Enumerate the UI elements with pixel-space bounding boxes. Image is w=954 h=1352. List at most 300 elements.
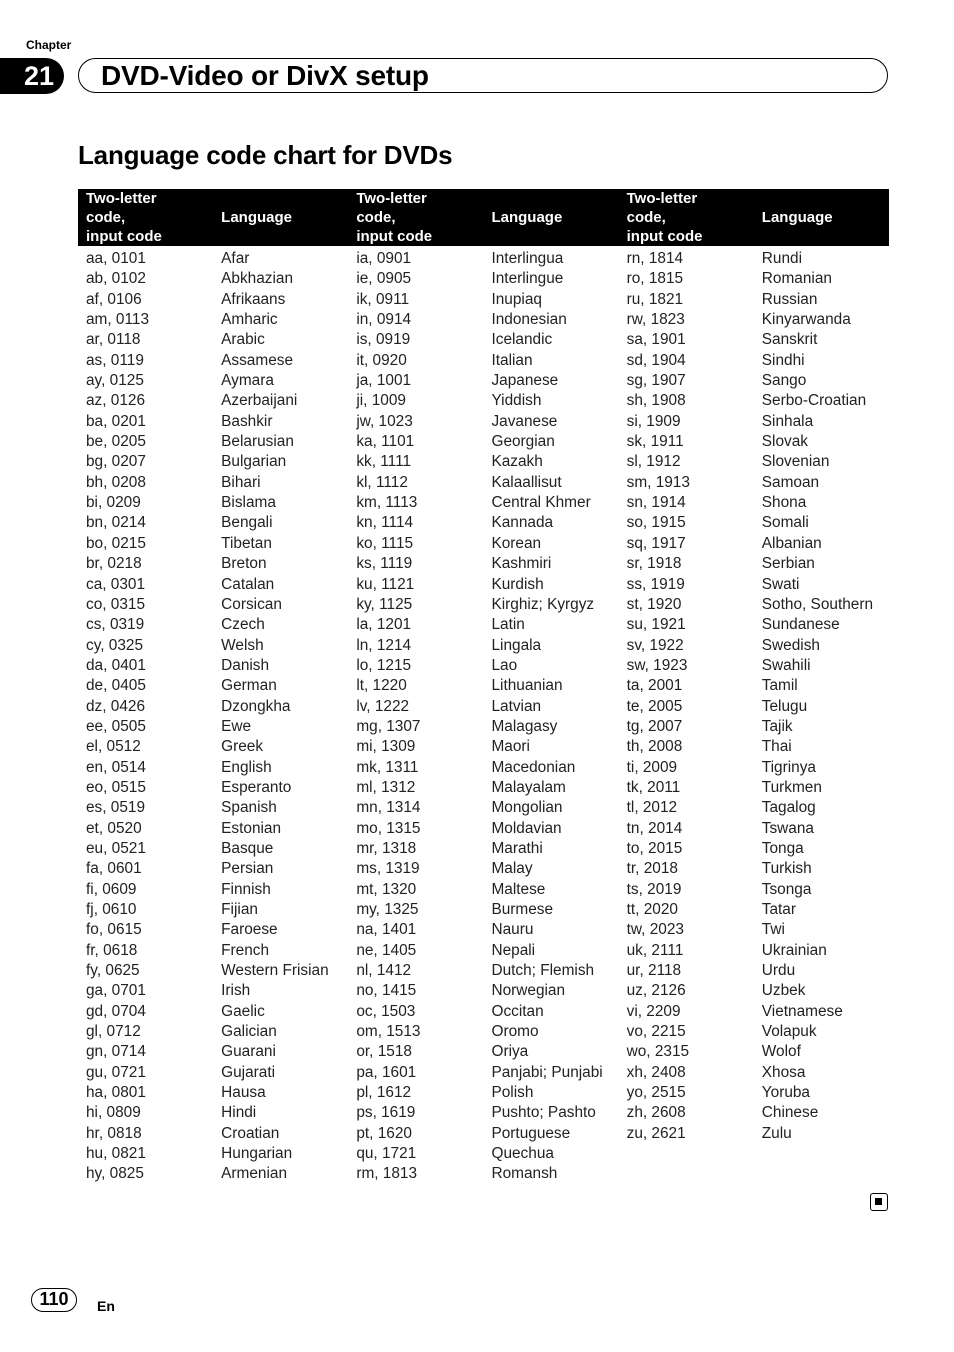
- language-cell: Sango: [761, 372, 807, 390]
- language-cell: Romanian: [761, 270, 832, 288]
- code-cell: ss, 1919: [626, 575, 685, 593]
- code-cell: vi, 2209: [626, 1002, 681, 1020]
- code-cell: om, 1513: [356, 1023, 421, 1041]
- language-cell: Tajik: [761, 717, 793, 735]
- code-cell: br, 0218: [86, 555, 142, 573]
- language-cell: Occitan: [491, 1002, 544, 1020]
- code-cell: sd, 1904: [626, 351, 686, 369]
- language-cell: Catalan: [221, 575, 275, 593]
- language-cell: Armenian: [221, 1165, 288, 1183]
- language-cell: Gaelic: [221, 1002, 265, 1020]
- language-cell: Yiddish: [491, 392, 542, 410]
- language-cell: Irish: [221, 982, 251, 1000]
- code-cell: as, 0119: [86, 351, 144, 369]
- code-cell: tw, 2023: [626, 921, 684, 939]
- table-row: [78, 493, 889, 513]
- code-cell: ts, 2019: [626, 880, 682, 898]
- code-cell: ne, 1405: [356, 941, 417, 959]
- language-cell: Russian: [761, 290, 818, 308]
- language-cell: Belarusian: [221, 433, 294, 451]
- language-cell: French: [221, 941, 270, 959]
- code-cell: ar, 0118: [86, 331, 141, 349]
- language-cell: Galician: [221, 1023, 277, 1041]
- table-row: [78, 246, 889, 269]
- language-cell: Burmese: [491, 901, 554, 918]
- table-row: [78, 513, 889, 533]
- table-row: [78, 1164, 889, 1184]
- language-cell: Tatar: [761, 901, 796, 918]
- table-row: [78, 819, 889, 839]
- language-cell: Turkish: [761, 860, 812, 878]
- language-cell: Swahili: [761, 656, 811, 674]
- code-cell: rw, 1823: [626, 311, 685, 329]
- code-cell: vo, 2215: [626, 1023, 686, 1041]
- table-row: [78, 920, 889, 940]
- code-cell: ro, 1815: [626, 270, 684, 288]
- code-cell: uk, 2111: [626, 941, 684, 959]
- language-cell: Estonian: [221, 819, 282, 837]
- chapter-title-frame: [78, 58, 888, 93]
- language-cell: Kalaallisut: [491, 473, 562, 491]
- code-cell: mg, 1307: [356, 717, 421, 735]
- table-row: [78, 351, 889, 371]
- language-cell: Sotho, Southern: [761, 595, 874, 613]
- code-cell: pa, 1601: [356, 1063, 417, 1081]
- table-row: [78, 798, 889, 818]
- language-cell: Bihari: [221, 473, 261, 491]
- code-cell: fj, 0610: [86, 901, 137, 918]
- language-cell: Slovenian: [761, 453, 830, 471]
- code-cell: fa, 0601: [86, 860, 142, 878]
- code-cell: tr, 2018: [626, 860, 678, 878]
- table-row: [78, 717, 889, 737]
- code-cell: [619, 1164, 754, 1184]
- language-cell: Tibetan: [221, 534, 272, 552]
- language-cell: Amharic: [221, 311, 278, 329]
- language-cell: Rundi: [761, 250, 802, 267]
- table-row: [78, 778, 889, 798]
- table-row: [78, 1083, 889, 1103]
- code-cell: et, 0520: [86, 819, 142, 837]
- code-cell: rn, 1814: [626, 250, 684, 267]
- chapter-title: DVD-Video or DivX setup: [101, 60, 429, 91]
- code-cell: qu, 1721: [356, 1145, 417, 1163]
- table-row: [78, 1063, 889, 1083]
- code-cell: tn, 2014: [626, 819, 683, 837]
- table-row: [78, 880, 889, 900]
- code-cell: en, 0514: [86, 758, 146, 776]
- language-cell: Dzongkha: [221, 697, 291, 715]
- code-cell: su, 1921: [626, 616, 686, 634]
- column-header-code: Two-letter code, input code: [348, 189, 483, 246]
- code-cell: tt, 2020: [626, 901, 678, 918]
- language-cell: Mongolian: [491, 799, 563, 817]
- language-cell: Polish: [491, 1084, 534, 1102]
- table-row: [78, 595, 889, 615]
- language-cell: Moldavian: [491, 819, 562, 837]
- language-cell: Uzbek: [761, 982, 806, 1000]
- table-row: [78, 859, 889, 879]
- code-cell: sr, 1918: [626, 555, 682, 573]
- table-row: [78, 636, 889, 656]
- language-cell: Kurdish: [491, 575, 544, 593]
- code-cell: dz, 0426: [86, 697, 146, 715]
- language-cell: Interlingue: [491, 270, 564, 288]
- code-cell: mr, 1318: [356, 839, 417, 857]
- code-cell: es, 0519: [86, 799, 146, 817]
- language-cell: Tamil: [761, 677, 798, 695]
- section-title: Language code chart for DVDs: [78, 140, 453, 170]
- language-cell: Azerbaijani: [221, 392, 298, 410]
- code-cell: bg, 0207: [86, 453, 146, 471]
- language-cell: Swati: [761, 575, 800, 593]
- language-cell: Javanese: [491, 412, 558, 430]
- code-cell: ru, 1821: [626, 290, 684, 308]
- table-row: [78, 1103, 889, 1123]
- table-row: [78, 534, 889, 554]
- language-cell: Serbo-Croatian: [761, 392, 867, 410]
- table-row: [78, 839, 889, 859]
- code-cell: mk, 1311: [356, 758, 419, 776]
- language-cell: Gujarati: [221, 1063, 276, 1081]
- language-cell: Macedonian: [491, 758, 576, 776]
- table-row: [78, 554, 889, 574]
- code-cell: aa, 0101: [86, 250, 146, 267]
- language-cell: Serbian: [761, 555, 815, 573]
- code-cell: lo, 1215: [356, 656, 412, 674]
- table-row: [78, 941, 889, 961]
- language-cell: Xhosa: [761, 1063, 806, 1081]
- language-cell: Arabic: [221, 331, 265, 349]
- code-cell: fo, 0615: [86, 921, 142, 939]
- language-cell: Aymara: [221, 372, 274, 390]
- code-cell: la, 1201: [356, 616, 412, 634]
- code-cell: ko, 1115: [356, 534, 414, 552]
- table-row: [78, 391, 889, 411]
- language-cell: Afar: [221, 250, 250, 267]
- language-cell: Finnish: [221, 880, 271, 898]
- language-cell: Breton: [221, 555, 267, 573]
- column-header-language: Language: [754, 189, 889, 246]
- code-cell: cs, 0319: [86, 616, 145, 634]
- language-cell: Hausa: [221, 1084, 266, 1102]
- language-cell: Shona: [761, 494, 807, 512]
- language-cell: Croatian: [221, 1124, 280, 1142]
- code-cell: ha, 0801: [86, 1084, 146, 1102]
- code-cell: ps, 1619: [356, 1104, 416, 1122]
- language-cell: Tagalog: [761, 799, 816, 817]
- language-cell: Kannada: [491, 514, 554, 532]
- code-cell: hr, 0818: [86, 1124, 142, 1142]
- code-cell: is, 0919: [356, 331, 411, 349]
- table-row: [78, 900, 889, 920]
- language-cell: Lithuanian: [491, 677, 563, 695]
- language-cell: English: [221, 758, 272, 776]
- language-cell: Sindhi: [761, 351, 805, 369]
- code-cell: gu, 0721: [86, 1063, 146, 1081]
- language-cell: Sundanese: [761, 616, 840, 634]
- code-cell: bo, 0215: [86, 534, 146, 552]
- code-cell: co, 0315: [86, 595, 146, 613]
- code-cell: bn, 0214: [86, 514, 146, 532]
- code-cell: ta, 2001: [626, 677, 683, 695]
- language-cell: Vietnamese: [761, 1002, 843, 1020]
- code-cell: hy, 0825: [86, 1165, 144, 1183]
- language-cell: Hungarian: [221, 1145, 293, 1163]
- table-row: [78, 697, 889, 717]
- code-cell: hu, 0821: [86, 1145, 146, 1163]
- language-cell: Faroese: [221, 921, 278, 939]
- language-code-table: [78, 189, 889, 1185]
- language-cell: Chinese: [761, 1104, 819, 1122]
- code-cell: tk, 2011: [626, 778, 681, 796]
- code-cell: sn, 1914: [626, 494, 686, 512]
- code-cell: ga, 0701: [86, 982, 146, 1000]
- code-cell: nl, 1412: [356, 962, 412, 980]
- table-row: [78, 290, 889, 310]
- language-cell: Lingala: [491, 636, 542, 654]
- code-cell: it, 0920: [356, 351, 407, 369]
- language-cell: Ewe: [221, 717, 252, 735]
- code-cell: sa, 1901: [626, 331, 686, 349]
- language-cell: Sanskrit: [761, 331, 818, 349]
- code-cell: si, 1909: [626, 412, 681, 430]
- language-cell: Somali: [761, 514, 809, 532]
- code-cell: am, 0113: [86, 311, 150, 329]
- code-cell: tl, 2012: [626, 799, 678, 817]
- language-cell: Bashkir: [221, 412, 273, 430]
- language-cell: [754, 1144, 889, 1164]
- language-cell: Malay: [491, 860, 533, 878]
- language-cell: Indonesian: [491, 311, 567, 329]
- code-cell: bi, 0209: [86, 494, 141, 512]
- language-cell: Korean: [491, 534, 542, 552]
- code-cell: ay, 0125: [86, 372, 144, 390]
- code-cell: pl, 1612: [356, 1084, 412, 1102]
- language-cell: Latin: [491, 616, 525, 634]
- code-cell: ti, 2009: [626, 758, 678, 776]
- language-cell: Spanish: [221, 799, 277, 817]
- code-cell: mi, 1309: [356, 738, 416, 756]
- language-cell: Kinyarwanda: [761, 311, 851, 329]
- language-cell: Guarani: [221, 1043, 276, 1061]
- code-cell: sg, 1907: [626, 372, 686, 390]
- language-cell: Portuguese: [491, 1124, 571, 1142]
- language-cell: Tigrinya: [761, 758, 816, 776]
- language-cell: Georgian: [491, 433, 555, 451]
- language-cell: Nauru: [491, 921, 534, 939]
- code-cell: kk, 1111: [356, 453, 412, 471]
- table-row: [78, 330, 889, 350]
- language-cell: Bulgarian: [221, 453, 287, 471]
- code-cell: te, 2005: [626, 697, 683, 715]
- code-cell: de, 0405: [86, 677, 146, 695]
- code-cell: sv, 1922: [626, 636, 684, 654]
- language-cell: Tsonga: [761, 880, 812, 898]
- table-row: [78, 656, 889, 676]
- code-cell: na, 1401: [356, 921, 417, 939]
- code-cell: ms, 1319: [356, 860, 420, 878]
- code-cell: no, 1415: [356, 982, 417, 1000]
- code-cell: or, 1518: [356, 1043, 412, 1061]
- table-row: [78, 575, 889, 595]
- language-cell: Western Frisian: [221, 962, 329, 980]
- code-cell: kl, 1112: [356, 473, 408, 491]
- language-cell: Welsh: [221, 636, 264, 654]
- language-cell: Slovak: [761, 433, 808, 451]
- code-cell: rm, 1813: [356, 1165, 418, 1183]
- language-cell: Latvian: [491, 697, 542, 715]
- code-cell: ab, 0102: [86, 270, 146, 288]
- language-cell: Interlingua: [491, 250, 564, 267]
- language-cell: Twi: [761, 921, 785, 939]
- language-cell: Greek: [221, 738, 264, 756]
- language-cell: Esperanto: [221, 778, 292, 796]
- code-cell: my, 1325: [356, 901, 419, 918]
- language-cell: Swedish: [761, 636, 820, 654]
- table-row: [78, 1002, 889, 1022]
- code-cell: lt, 1220: [356, 677, 407, 695]
- language-cell: Kirghiz; Kyrgyz: [491, 595, 595, 613]
- language-cell: Yoruba: [761, 1084, 810, 1102]
- code-cell: gd, 0704: [86, 1002, 146, 1020]
- code-cell: ee, 0505: [86, 717, 146, 735]
- code-cell: ml, 1312: [356, 778, 416, 796]
- code-cell: fy, 0625: [86, 962, 140, 980]
- language-cell: Danish: [221, 656, 270, 674]
- language-cell: Wolof: [761, 1043, 801, 1061]
- code-cell: sh, 1908: [626, 392, 686, 410]
- code-cell: ba, 0201: [86, 412, 146, 430]
- language-cell: Abkhazian: [221, 270, 294, 288]
- language-cell: Oriya: [491, 1043, 529, 1061]
- code-cell: xh, 2408: [626, 1063, 686, 1081]
- table-row: [78, 961, 889, 981]
- language-cell: Oromo: [491, 1023, 539, 1041]
- table-row: [78, 737, 889, 757]
- language-cell: Assamese: [221, 351, 294, 369]
- table-row: [78, 473, 889, 493]
- code-cell: sq, 1917: [626, 534, 686, 552]
- code-cell: cy, 0325: [86, 636, 144, 654]
- table-row: [78, 1124, 889, 1144]
- table-row: [78, 676, 889, 696]
- code-cell: kn, 1114: [356, 514, 414, 532]
- code-cell: sw, 1923: [626, 656, 688, 674]
- code-cell: zu, 2621: [626, 1124, 686, 1142]
- code-cell: oc, 1503: [356, 1002, 416, 1020]
- code-cell: mn, 1314: [356, 799, 421, 817]
- code-cell: st, 1920: [626, 595, 682, 613]
- code-cell: eu, 0521: [86, 839, 146, 857]
- code-cell: el, 0512: [86, 738, 141, 756]
- code-cell: ia, 0901: [356, 250, 412, 267]
- code-cell: gl, 0712: [86, 1023, 141, 1041]
- language-cell: Maori: [491, 738, 530, 756]
- code-cell: [619, 1144, 754, 1164]
- code-cell: th, 2008: [626, 738, 683, 756]
- code-cell: in, 0914: [356, 311, 412, 329]
- code-cell: ky, 1125: [356, 595, 413, 613]
- table-row: [78, 981, 889, 1001]
- table-row: [78, 1042, 889, 1062]
- language-cell: Japanese: [491, 372, 559, 390]
- code-cell: jw, 1023: [356, 412, 413, 430]
- language-cell: Bislama: [221, 494, 276, 512]
- code-cell: az, 0126: [86, 392, 146, 410]
- language-cell: Norwegian: [491, 982, 566, 1000]
- language-cell: Maltese: [491, 880, 546, 898]
- language-cell: Quechua: [491, 1145, 554, 1163]
- table-body: [78, 246, 889, 1185]
- table-row: [78, 1022, 889, 1042]
- column-header-code: Two-letter code, input code: [78, 189, 213, 246]
- language-cell: Czech: [221, 616, 265, 634]
- language-cell: Tonga: [761, 839, 804, 857]
- language-cell: Samoan: [761, 473, 820, 491]
- end-mark-dot: [875, 1198, 882, 1205]
- language-cell: Sinhala: [761, 412, 814, 430]
- language-cell: Volapuk: [761, 1023, 817, 1041]
- language-cell: Italian: [491, 351, 533, 369]
- table-row: [78, 310, 889, 330]
- language-cell: Turkmen: [761, 778, 822, 796]
- code-cell: mo, 1315: [356, 819, 421, 837]
- code-cell: uz, 2126: [626, 982, 686, 1000]
- language-cell: Dutch; Flemish: [491, 962, 595, 980]
- table-row: [78, 615, 889, 635]
- language-cell: Tswana: [761, 819, 814, 837]
- code-cell: ik, 0911: [356, 290, 410, 308]
- table-row: [78, 758, 889, 778]
- code-cell: mt, 1320: [356, 880, 417, 898]
- language-cell: Malagasy: [491, 717, 558, 735]
- language-cell: Corsican: [221, 595, 282, 613]
- language-cell: Basque: [221, 839, 274, 857]
- table-row: [78, 412, 889, 432]
- language-cell: Fijian: [221, 901, 258, 918]
- code-cell: eo, 0515: [86, 778, 146, 796]
- column-header-code: Two-letter code, input code: [619, 189, 754, 246]
- column-header-language: Language: [483, 189, 618, 246]
- code-cell: ks, 1119: [356, 555, 413, 573]
- language-cell: Afrikaans: [221, 290, 286, 308]
- table-header-row: [78, 189, 889, 246]
- code-cell: af, 0106: [86, 290, 142, 308]
- language-cell: Persian: [221, 860, 274, 878]
- code-cell: da, 0401: [86, 656, 146, 674]
- table-row: [78, 371, 889, 391]
- code-cell: zh, 2608: [626, 1104, 686, 1122]
- code-cell: hi, 0809: [86, 1104, 141, 1122]
- language-cell: [754, 1164, 889, 1184]
- language-cell: Pushto; Pashto: [491, 1104, 596, 1122]
- language-cell: Nepali: [491, 941, 536, 959]
- language-cell: Malayalam: [491, 778, 566, 796]
- code-cell: ku, 1121: [356, 575, 415, 593]
- language-cell: Thai: [761, 738, 792, 756]
- language-cell: Telugu: [761, 697, 808, 715]
- language-cell: Kashmiri: [491, 555, 552, 573]
- code-cell: tg, 2007: [626, 717, 683, 735]
- code-cell: ja, 1001: [356, 372, 412, 390]
- language-cell: Inupiaq: [491, 290, 542, 308]
- language-cell: Hindi: [221, 1104, 257, 1122]
- code-cell: fr, 0618: [86, 941, 138, 959]
- language-cell: Kazakh: [491, 453, 543, 471]
- chapter-number-badge: 21: [0, 58, 64, 94]
- code-cell: to, 2015: [626, 839, 683, 857]
